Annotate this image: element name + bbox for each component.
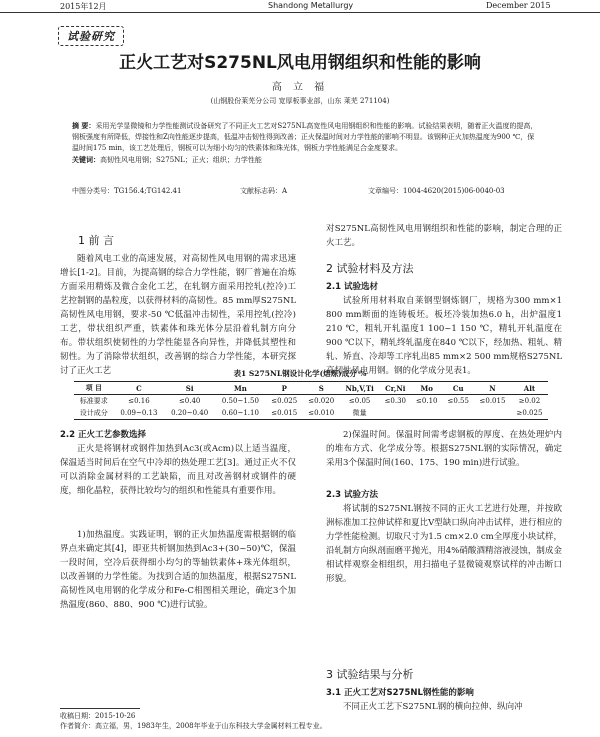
subsection-material-selection: 2.1 试验选材 bbox=[326, 282, 379, 292]
table-header-cell: P bbox=[281, 383, 287, 393]
table-cell bbox=[474, 407, 511, 420]
affiliation: (山钢股份莱芜分公司 宽厚板事业部，山东 莱芜 271104) bbox=[210, 97, 390, 105]
table-cell: 标准要求 bbox=[79, 397, 108, 405]
table-header-cell: 项 目 bbox=[85, 383, 102, 392]
abstract-label: 摘 要： bbox=[72, 121, 96, 130]
table-cell: 0.60~1.10 bbox=[221, 409, 259, 417]
table-cell: ≤0.025 bbox=[271, 397, 298, 405]
table-header-cell: N bbox=[489, 383, 496, 393]
keywords bbox=[72, 154, 540, 166]
subsection-normalizing-effect: 3.1 正火工艺对S275NL钢性能的影响 bbox=[326, 688, 474, 698]
received-date: 收稿日期：2015-10-26 bbox=[60, 712, 136, 720]
running-header bbox=[0, 0, 600, 13]
section-materials-heading: 2 试验材料及方法 bbox=[326, 262, 414, 275]
table-caption: 表1 S275NL钢设计化学(熔炼)成分 % bbox=[233, 369, 367, 378]
table-header-cell: S bbox=[318, 383, 324, 393]
header-date: 2015年12月 bbox=[60, 2, 107, 11]
intro-continued: 对S275NL高韧性风电用钢组织和性能的影响，制定合理的正火工艺。 bbox=[326, 224, 562, 248]
table-cell: ≤0.40 bbox=[178, 397, 201, 405]
table-header-cell: Mn bbox=[233, 383, 247, 393]
column-tag: 试验研究 bbox=[58, 26, 124, 46]
results-paragraph: 不同正火工艺下S275NL钢的横向拉伸、纵向冲 bbox=[343, 702, 523, 712]
doc-code: 文献标志码：A bbox=[240, 187, 288, 195]
table-cell: ≥0.025 bbox=[516, 409, 543, 417]
header-journal: Shandong Metallurgy bbox=[268, 1, 354, 10]
table-cell: ≤0.10 bbox=[416, 397, 438, 405]
table-header-cell: Alt bbox=[523, 383, 536, 393]
author-bio: 作者简介：高立福，男，1983年生，2008年毕业于山东科技大学金属材料工程专业。 bbox=[60, 722, 327, 730]
section-intro-heading: 1 前 言 bbox=[78, 234, 114, 247]
test-method-paragraph: 将试制的S275NL钢按不同的正火工艺进行处理，并按欧洲标准加工拉伸试样和夏比V型缺口纵向冲击试样，进行相应的力学性能检测。切取尺寸为1.5 cm×2.0 cm全厚度小块试样，沿轧制方向纵剖面磨平抛光，用4%硝酸酒精溶液浸蚀，制成金相试样观察金相组织，用扫描电子显微镜观察试样的冲击断口形貌。 bbox=[326, 504, 562, 584]
abstract bbox=[72, 120, 540, 154]
table-cell: 0.20~0.40 bbox=[171, 409, 209, 417]
table-header-cell: Cr,Ni bbox=[385, 383, 406, 393]
table-cell: ≤0.30 bbox=[384, 397, 407, 405]
table-header-cell: Cu bbox=[452, 383, 464, 393]
intro-paragraph: 随着风电工业的高速发展，对高韧性风电用钢的需求迅速增长[1-2]。目前，为提高钢的综合力学性能，钢厂普遍在冶炼方面采用精炼及微合金化工艺，在轧钢方面采用控轧(控冷)工艺控制钢的晶粒度，以获得材料的高韧性。85 mm厚S275NL高韧性风电用钢，要求-50 ℃低温冲击韧性，采用控轧(控冷)工艺，带状组织严重，铁素体和珠光体分层沿着轧制方向分布。带状组织使韧性的力学性能显各向异性，并降低其塑性和韧性。为了消除带状组织，改善钢的综合力学性能，本研究探讨了正火工艺 bbox=[60, 254, 296, 376]
table-cell: ≤0.015 bbox=[271, 409, 298, 417]
table-header-cell: Si bbox=[185, 383, 194, 393]
table-cell: ≤0.55 bbox=[447, 397, 469, 405]
table-cell: ≤0.16 bbox=[128, 397, 150, 405]
normalizing-paragraph: 正火是将钢材或钢件加热到Ac3(或Acm)以上适当温度，保温适当时间后在空气中冷却的热处理工艺[3]。通过正火不仅可以消除金属材料的工艺缺陷，而且对改善钢材或钢件的硬度，细化晶粒，获得比较均匀的组织和性能具有重要作用。 bbox=[60, 444, 296, 496]
table-cell: ≤0.05 bbox=[348, 397, 371, 405]
paper-title: 正火工艺对S275NL风电用钢组织和性能的影响 bbox=[119, 53, 481, 73]
subsection-test-method: 2.3 试验方法 bbox=[326, 490, 379, 500]
subsection-normalizing-params: 2.2 正火工艺参数选择 bbox=[60, 430, 147, 440]
section-results-heading: 3 试验结果与分析 bbox=[326, 668, 414, 681]
table-cell bbox=[443, 407, 474, 420]
table-cell: 0.50~1.50 bbox=[221, 397, 259, 405]
table-header-cell: Nb,V,Ti bbox=[345, 383, 374, 393]
table-header-row bbox=[74, 382, 548, 395]
table-header-cell: C bbox=[136, 383, 142, 393]
material-paragraph: 试验所用材料取自莱钢型钢炼钢厂，规格为300 mm×1 800 mm断面的连铸板坯。板坯冷装加热6.0 h，出炉温度1 210 ℃，粗轧开轧温度1 100~1 150 ℃，精轧开轧温度在900 ℃以下，精轧终轧温度在840 ℃以下，经加热、粗轧、精轧、矫直、冷却等工序轧出85 mm×2 500 mm规格S275NL高韧性风电用钢。钢的化学成分见表1。 bbox=[326, 296, 562, 376]
table-header-cell: Mo bbox=[420, 383, 433, 393]
footnote-rule bbox=[60, 708, 140, 709]
table-cell: 微量 bbox=[352, 409, 367, 417]
table-row bbox=[74, 407, 548, 420]
table-cell: 0.09~0.13 bbox=[120, 409, 158, 417]
composition-table bbox=[74, 381, 548, 420]
table-row bbox=[74, 395, 548, 408]
table-cell bbox=[411, 407, 442, 420]
table-cell: 设计成分 bbox=[79, 409, 108, 417]
table-cell: ≤0.015 bbox=[479, 397, 506, 405]
table-cell: ≤0.010 bbox=[308, 409, 335, 417]
keywords-text: 高韧性风电用钢；S275NL；正火；组织；力学性能 bbox=[100, 156, 262, 164]
table-cell: ≤0.020 bbox=[308, 397, 335, 405]
header-month: December 2015 bbox=[486, 1, 551, 10]
table-cell bbox=[380, 407, 411, 420]
clc-number: 中图分类号：TG156.4;TG142.41 bbox=[72, 187, 182, 195]
abstract-text: 采用光学显微镜和力学性能测试设备研究了不同正火工艺对S275NL高宽性风电用钢组织和性能的影响。试验结果表明，随着正火温度的提高，钢板强度有所降低，焊接性和Z向性能逐步提高，低温冲击韧性得到改善；正火保温时间对力学性能的影响不明显。该钢种正火加热温度为900 ℃，保温时间175 min，该工艺处理后，钢板可以为细小均匀的铁素体和珠光体，钢板力学性能满足合金度要求。 bbox=[72, 122, 538, 152]
footnote bbox=[60, 711, 327, 731]
article-number: 文章编号：1004-4620(2015)06-0040-03 bbox=[368, 187, 505, 195]
keywords-label: 关键词： bbox=[72, 155, 100, 164]
heating-temperature-paragraph: 1)加热温度。实践证明，钢的正火加热温度需根据钢的临界点来确定其[4]，即亚共析钢加热到Ac3+(30~50)℃，保温一段时间，空冷后获得细小均匀的等轴铁素体+珠光体组织，以改善钢的力学性能。为找到合适的加热温度，根据S275NL高韧性风电用钢的化学成分和Fe-C相图相关理论，确定3个加热温度(860、880、900 ℃)进行试验。 bbox=[60, 530, 296, 610]
author-name: 高 立 福 bbox=[271, 82, 329, 93]
holding-time-paragraph: 2)保温时间。保温时间需考虑钢板的厚度、在热处理炉内的堆布方式、化学成分等。根据S275NL钢的实际情况，确定采用3个保温时间(160、175、190 min)进行试验。 bbox=[326, 430, 562, 468]
abstract-block bbox=[72, 120, 540, 166]
table-cell: ≥0.02 bbox=[518, 397, 541, 405]
